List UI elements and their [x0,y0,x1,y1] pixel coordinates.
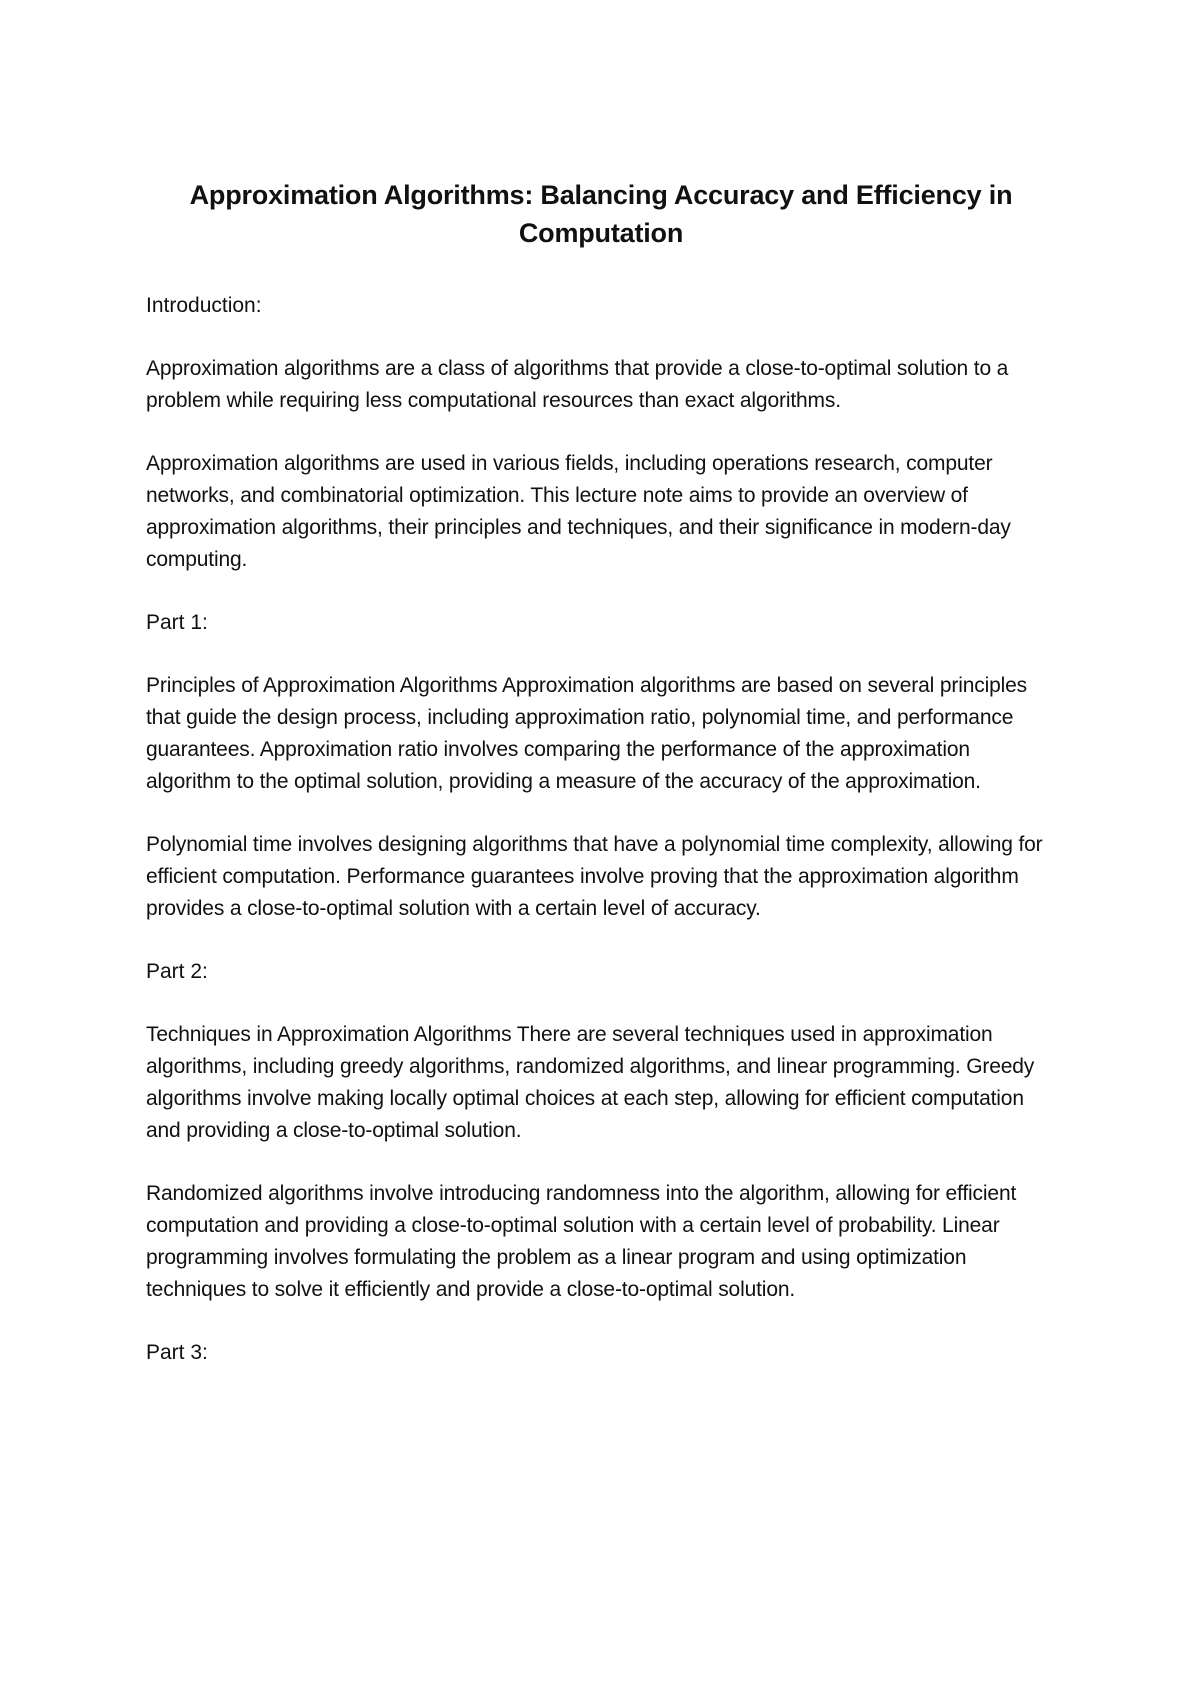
document-title: Approximation Algorithms: Balancing Accuracy and Efficiency in Computation [189,180,1013,248]
part-2-paragraph-1: Techniques in Approximation Algorithms There are several techniques used in approximation algorithms, including greedy algorithms, randomized algorithms, and linear programming. Greedy algorithms involve making locally optimal choices at each step, allowing for efficient computation and providing a close-to-optimal solution. [146,1023,1035,1142]
part-1-heading: Part 1: [146,611,208,634]
part-2-paragraph-2: Randomized algorithms involve introducing randomness into the algorithm, allowing for efficient computation and providing a close-to-optimal solution with a certain level of probability. Linear programming involves formulating the problem as a linear program and using optimization techniques to solve it efficiently and provide a close-to-optimal solution. [146,1182,1017,1301]
introduction-paragraph-1: Approximation algorithms are a class of algorithms that provide a close-to-optimal solution to a problem while requiring less computational resources than exact algorithms. [146,357,1009,412]
part-2-heading: Part 2: [146,960,208,983]
part-1-paragraph-1: Principles of Approximation Algorithms Approximation algorithms are based on several principles that guide the design process, including approximation ratio, polynomial time, and performance guarantees. Approximation ratio involves comparing the performance of the approximation algorithm to the optimal solution, providing a measure of the accuracy of the approximation. [146,674,1028,793]
part-1-paragraph-2: Polynomial time involves designing algorithms that have a polynomial time complexity, allowing for efficient computation. Performance guarantees involve proving that the approximation algorithm provides a close-to-optimal solution with a certain level of accuracy. [146,833,1043,920]
introduction-paragraph-2: Approximation algorithms are used in various fields, including operations research, computer networks, and combinatorial optimization. This lecture note aims to provide an overview of approximation algorithms, their principles and techniques, and their significance in modern-day computing. [146,452,1011,571]
introduction-heading: Introduction: [146,294,262,317]
part-3-heading: Part 3: [146,1341,208,1364]
document-body [146,176,1056,1400]
